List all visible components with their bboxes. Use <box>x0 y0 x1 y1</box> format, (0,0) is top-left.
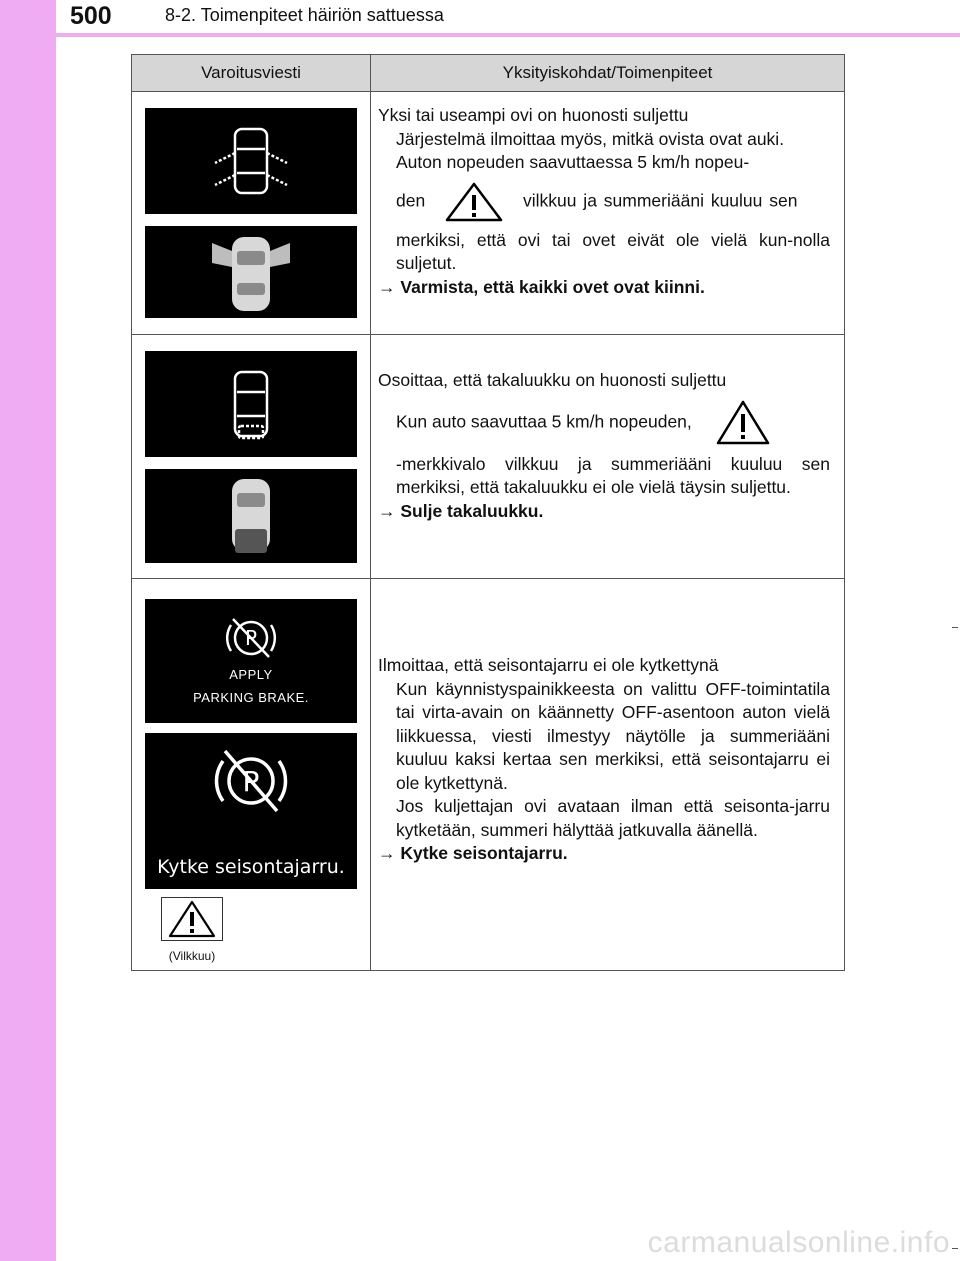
page-number: 500 <box>70 2 112 30</box>
svg-text:P: P <box>244 626 258 650</box>
detail-text: Kun käynnistyspainikkeesta on valittu OFF-toimintatila tai virta-avain on käännetty OFF-asentoon auton vielä liikkuessa, viesti ilmestyy näytölle ja summeriääni kuuluu kaksi kertaa sen merkiksi, että seisontajarru ei ole kytkettynä. <box>396 678 830 793</box>
screen-text: APPLY <box>229 667 273 682</box>
watermark: carmanualsonline.info <box>647 1226 950 1259</box>
car-doors-open-icon <box>201 123 301 199</box>
action-text: Sulje takaluukku. <box>400 500 544 521</box>
tailgate-open-car-display <box>145 469 357 563</box>
parking-brake-icon <box>209 743 293 819</box>
margin-mark <box>952 627 958 628</box>
warning-triangle-icon <box>444 181 504 223</box>
warning-table <box>131 54 845 971</box>
door-open-display <box>145 108 357 214</box>
parking-brake-icon <box>221 613 281 663</box>
tailgate-open-display <box>145 351 357 457</box>
arrow-icon: → <box>378 276 396 297</box>
table-row <box>132 92 845 335</box>
car-doors-open-image-icon <box>196 229 306 315</box>
detail-text: den <box>396 190 426 211</box>
warning-details <box>371 579 845 971</box>
blink-label: (Vilkkuu) <box>168 949 216 963</box>
row-title: Osoittaa, että takaluukku on huonosti suljettu <box>378 370 727 390</box>
warning-images <box>132 92 371 335</box>
warning-details <box>371 335 845 579</box>
screen-text: Kytke seisontajarru. <box>157 855 345 878</box>
arrow-icon: → <box>378 843 396 863</box>
detail-text: Kun auto saavuttaa 5 km/h nopeuden, <box>396 411 692 432</box>
warning-images <box>132 335 371 579</box>
col-header-warning: Varoitusviesti <box>132 55 371 92</box>
car-tailgate-open-image-icon <box>211 473 291 559</box>
arrow-icon: → <box>378 500 396 521</box>
table-row <box>132 335 845 579</box>
kytke-seisontajarru-display <box>145 733 357 889</box>
detail-text: -merkkivalo vilkkuu ja summeriääni kuuluu sen merkiksi, että takaluukku ei ole vielä täysin suljettu. <box>396 453 830 497</box>
action-text: Varmista, että kaikki ovet ovat kiinni. <box>400 276 705 297</box>
detail-text: merkiksi, että ovi tai ovet eivät ole vielä kun-nolla suljetut. <box>396 229 830 273</box>
screen-text: PARKING BRAKE. <box>193 690 309 705</box>
warning-triangle-icon <box>715 399 771 447</box>
svg-text:P: P <box>242 765 260 798</box>
door-open-car-display <box>145 226 357 318</box>
row-title: Yksi tai useampi ovi on huonosti suljettu <box>378 105 689 125</box>
table-header-row <box>132 55 845 92</box>
action-text: Kytke seisontajarru. <box>400 843 568 863</box>
warning-images <box>132 579 371 971</box>
header-rule <box>56 33 960 37</box>
sidebar-band <box>0 0 56 1261</box>
warning-triangle-icon <box>167 899 217 939</box>
detail-text: Auton nopeuden saavuttaessa 5 km/h nopeu- <box>396 152 750 172</box>
car-tailgate-open-icon <box>221 366 281 442</box>
row-title: Ilmoittaa, että seisontajarru ei ole kytkettynä <box>378 655 719 675</box>
detail-text: Jos kuljettajan ovi avataan ilman että seisonta-jarru kytketään, summeri hälyttää jatkuvalla äänellä. <box>396 796 830 840</box>
detail-text: vilkkuu ja summeriääni kuuluu sen <box>522 190 798 211</box>
apply-parking-brake-display <box>145 599 357 723</box>
warning-details <box>371 92 845 335</box>
margin-mark <box>952 1248 958 1249</box>
table-row <box>132 579 845 971</box>
detail-text: Järjestelmä ilmoittaa myös, mitkä ovista ovat auki. <box>396 128 785 149</box>
col-header-details: Yksityiskohdat/Toimenpiteet <box>371 55 845 92</box>
section-title: 8-2. Toimenpiteet häiriön sattuessa <box>165 5 444 25</box>
blink-indicator-box <box>161 897 223 941</box>
